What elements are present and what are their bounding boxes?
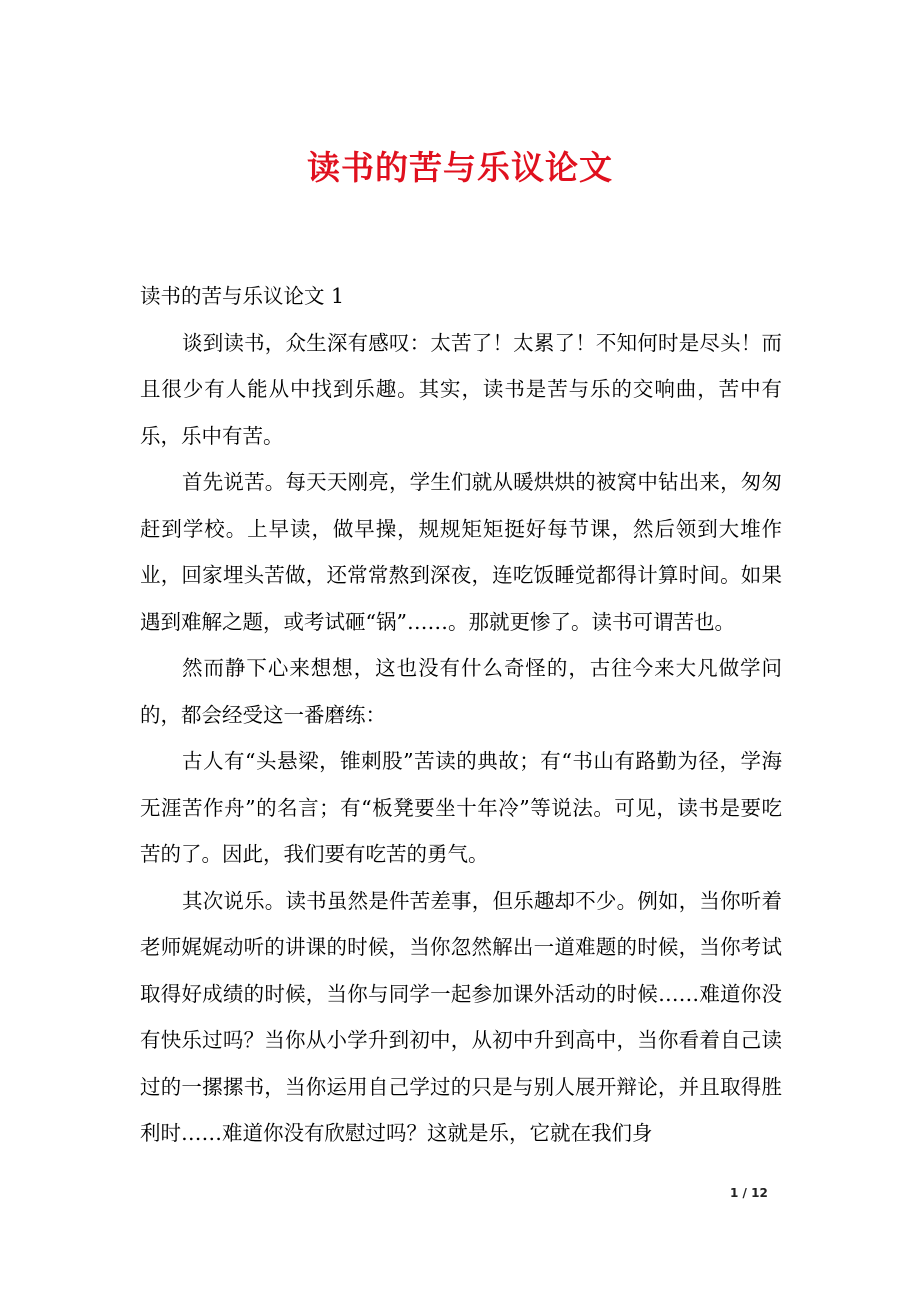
paragraph-reflection: 然而静下心来想想，这也没有什么奇怪的，古往今来大凡做学问的，都会经受这一番磨练： — [140, 656, 782, 727]
paragraph-intro: 谈到读书，众生深有感叹：太苦了！太累了！不知何时是尽头！而且很少有人能从中找到乐趣。其实，读书是苦与乐的交响曲，苦中有乐，乐中有苦。 — [140, 330, 782, 448]
paragraph-hardship: 首先说苦。每天天刚亮，学生们就从暖烘烘的被窝中钻出来，匆匆赶到学校。上早读，做早操，规规矩矩挺好每节课，然后领到大堆作业，回家埋头苦做，还常常熬到深夜，连吃饭睡觉都得计算时间。如果遇到难解之题，或考试砸“锅”……。那就更惨了。读书可谓苦也。 — [140, 470, 782, 634]
document-title: 读书的苦与乐议论文 — [307, 148, 613, 187]
document-body — [140, 273, 782, 1157]
paragraph-ancient-examples: 古人有“头悬梁，锥刺股”苦读的典故；有“书山有路勤为径，学海无涯苦作舟”的名言；有“板凳要坐十年冷”等说法。可见，读书是要吃苦的了。因此，我们要有吃苦的勇气。 — [140, 749, 782, 866]
section-heading: 读书的苦与乐议论文 1 — [140, 284, 345, 308]
paragraph-joy: 其次说乐。读书虽然是件苦差事，但乐趣却不少。例如，当你听着老师娓娓动听的讲课的时候，当你忽然解出一道难题的时候，当你考试取得好成绩的时候，当你与同学一起参加课外活动的时候……难道你没有快乐过吗？当你从小学升到初中，从初中升到高中，当你看着自己读过的一摞摞书，当你运用自己学过的只是与别人展开辩论，并且取得胜利时……难道你没有欣慰过吗？这就是乐，它就在我们身 — [140, 888, 782, 1145]
page-number: 1 / 12 — [730, 1186, 768, 1200]
